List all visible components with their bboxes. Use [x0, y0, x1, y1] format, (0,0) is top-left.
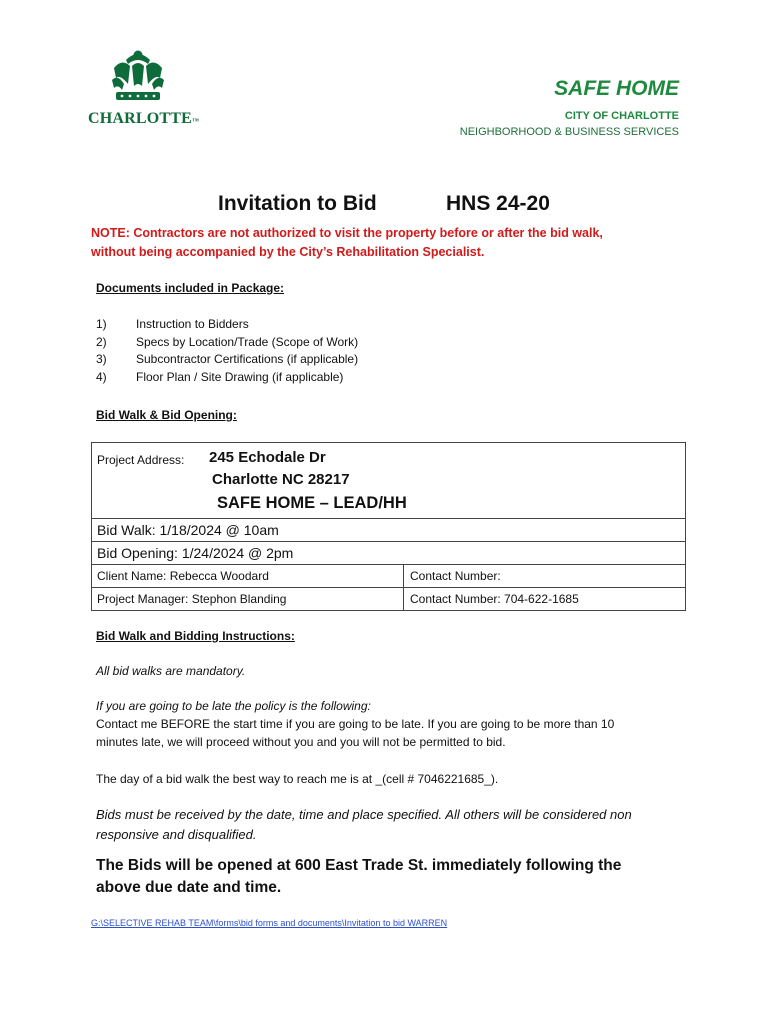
document-title [0, 192, 770, 220]
table-row [92, 565, 685, 588]
late-policy-text: If you are going to be late the policy is the following: [96, 699, 371, 713]
charlotte-logo [88, 50, 200, 130]
mandatory-text: All bid walks are mandatory. [96, 664, 246, 678]
bids-received-text: Bids must be received by the date, time and place specified. All others will be considered non responsive and disqualified. [96, 807, 632, 842]
project-address-block [92, 443, 685, 519]
project-address-label: Project Address: [97, 453, 185, 467]
list-item: 2) Specs by Location/Trade (Scope of Work) [96, 334, 359, 349]
header-right [460, 76, 679, 139]
file-path-link[interactable]: G:\SELECTIVE REHAB TEAM\forms\bid forms and documents\Invitation to bid WARREN [91, 918, 448, 928]
title-bid-number: HNS 24-20 [446, 192, 550, 215]
list-item: 1) Instruction to Bidders [96, 317, 249, 331]
contact-text: The day of a bid walk the best way to reach me is at _(cell # 7046221685_). [96, 772, 499, 786]
documents-heading: Documents included in Package: [96, 281, 285, 295]
address-line-2: Charlotte NC 28217 [212, 471, 350, 488]
crown-icon [108, 50, 168, 104]
city-name: CITY OF CHARLOTTE [564, 110, 679, 122]
department-name: NEIGHBORHOOD & BUSINESS SERVICES [459, 126, 679, 138]
list-item: 4) Floor Plan / Site Drawing (if applicable) [96, 369, 344, 384]
late-policy-line-1: Contact me BEFORE the start time if you are going to be late. If you are going to be more than 10 [96, 717, 615, 731]
instructions-heading: Bid Walk and Bidding Instructions: [96, 629, 295, 643]
address-line-1: 245 Echodale Dr [209, 449, 326, 466]
list-item: 3) Subcontractor Certifications (if applicable) [96, 352, 359, 366]
project-name: SAFE HOME – LEAD/HH [217, 494, 407, 512]
client-contact: Contact Number: [410, 569, 501, 583]
manager-contact: Contact Number: 704-622-1685 [410, 592, 579, 606]
late-policy-line-2: minutes late, we will proceed without you and you will not be permitted to bid. [96, 735, 506, 749]
project-manager: Project Manager: Stephon Blanding [92, 588, 404, 610]
warning-note: NOTE: Contractors are not authorized to visit the property before or after the bid walk, without being accompanied by the City’s Rehabilitation Specialist. [91, 226, 603, 259]
bid-walk-date: Bid Walk: 1/18/2024 @ 10am [92, 519, 685, 542]
title-invitation: Invitation to Bid [218, 192, 377, 215]
logo-wordmark: CHARLOTTE™ [88, 110, 200, 127]
bid-opening-notice: The Bids will be opened at 600 East Trade St. immediately following the above due date and time. [96, 857, 622, 896]
documents-list [96, 316, 358, 386]
table-row [92, 588, 685, 610]
bid-walk-heading: Bid Walk & Bid Opening: [96, 408, 237, 422]
program-title: SAFE HOME [554, 77, 679, 100]
bid-info-table [91, 442, 686, 611]
bid-opening-date: Bid Opening: 1/24/2024 @ 2pm [92, 542, 685, 565]
client-name: Client Name: Rebecca Woodard [92, 565, 404, 587]
